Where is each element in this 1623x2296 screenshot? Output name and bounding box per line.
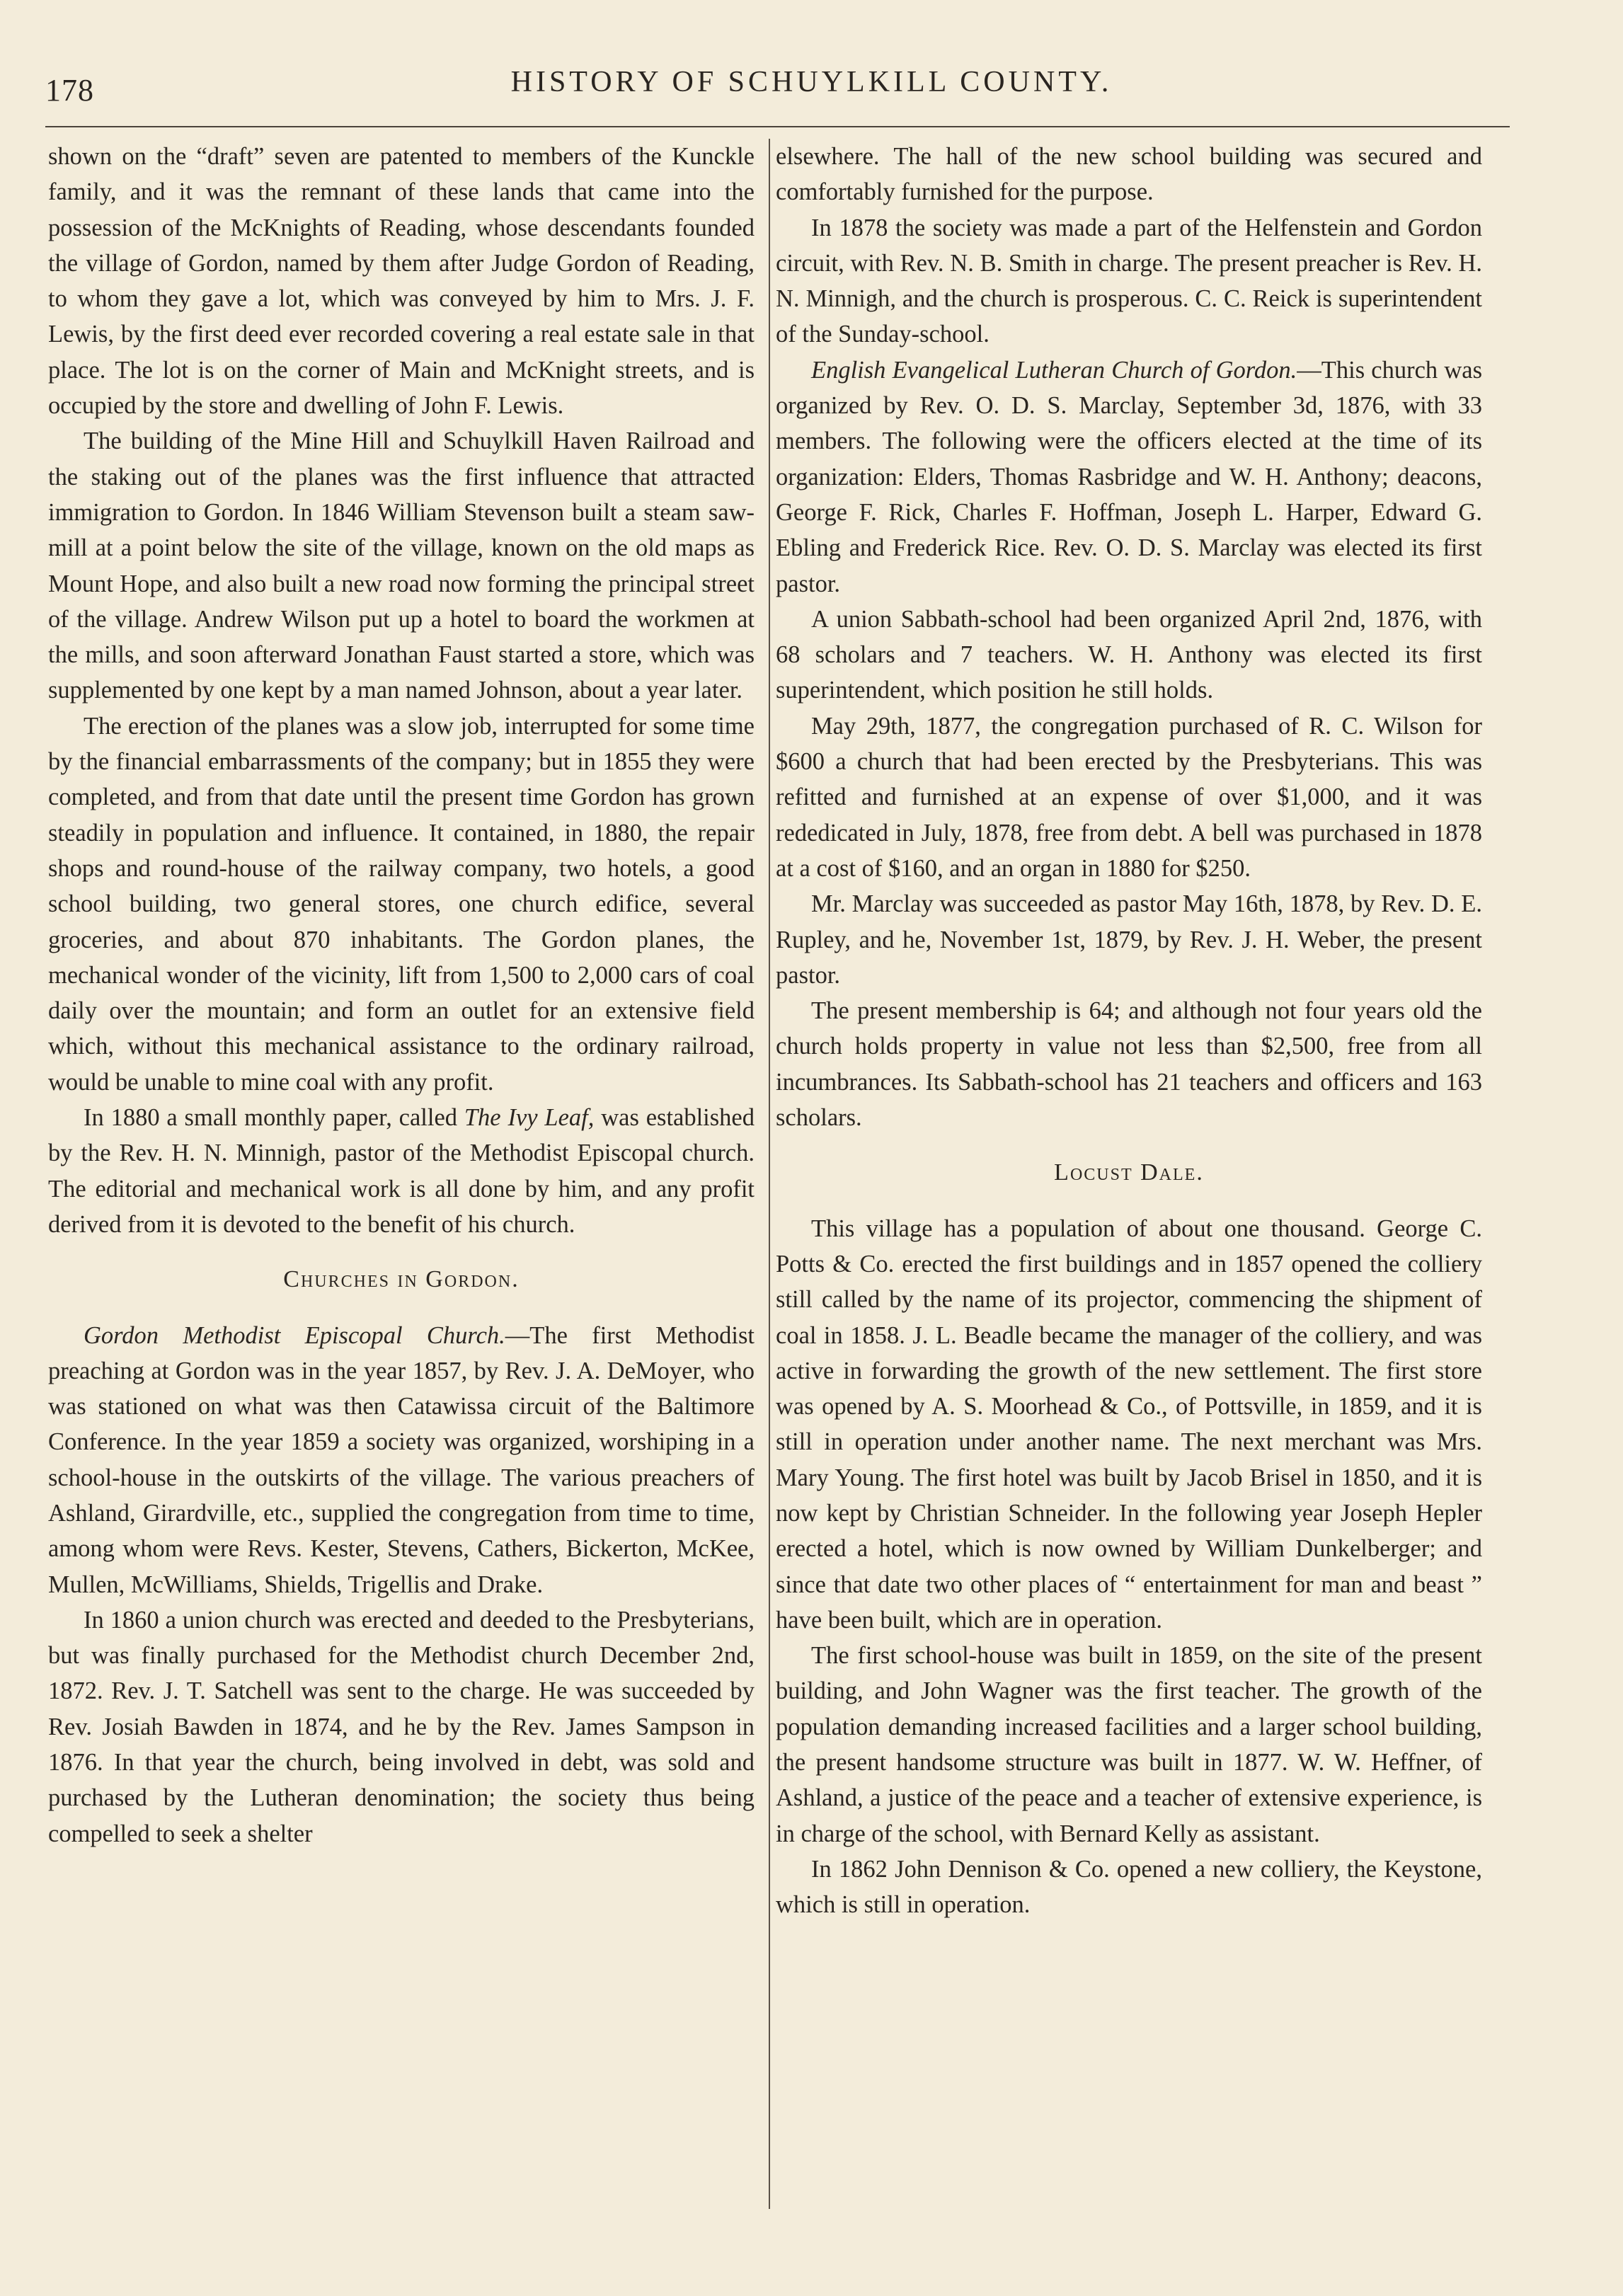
paragraph: In 1860 a union church was erected and deeded to the Presbyterians, but was finally purchased for the Methodist church December 2nd, 1872. Rev. J. T. Satchell was sent to the charge. He was succeeded by Rev. Josiah Bawden in 1874, and he by the Rev. James Sampson in 1876. In that year the church, being involved in debt, was sold and purchased by the Lutheran denomination; the society thus being compelled to seek a shelter — [48, 1606, 755, 1847]
paragraph: In 1862 John Dennison & Co. opened a new colliery, the Keystone, which is still in operation. — [776, 1855, 1482, 1919]
subsection-title: Gordon Methodist Episcopal Church. — [84, 1321, 505, 1349]
section-heading: Locust Dale. — [1054, 1159, 1204, 1186]
subsection-title: English Evangelical Lutheran Church of Gordon. — [811, 356, 1297, 384]
paragraph: The building of the Mine Hill and Schuylkill Haven Railroad and the staking out of the planes was the first influence that attracted immigration to Gordon. In 1846 William Stevenson built a steam saw-mill at a point below the site of the village, known on the old maps as Mount Hope, and also built a new road now forming the principal street of the village. Andrew Wilson put up a hotel to board the workmen at the mills, and soon afterward Jonathan Faust started a store, which was supplemented by one kept by a man named Johnson, about a year later. — [48, 427, 755, 704]
paragraph — [776, 352, 1482, 602]
section-heading: Churches in Gordon. — [283, 1266, 520, 1293]
newspaper-title: The Ivy Leaf, — [464, 1104, 595, 1132]
paragraph: In 1878 the society was made a part of the Helfenstein and Gordon circuit, with Rev. N. B. Smith in charge. The present preacher is Rev. H. N. Minnigh, and the church is prosperous. C. C. Reick is superintendent of the Sunday-school. — [776, 214, 1482, 348]
page-number: 178 — [45, 73, 94, 108]
paragraph: elsewhere. The hall of the new school building was secured and comfortably furnished for the purpose. — [776, 143, 1482, 206]
text-run: In 1880 a small monthly paper, called — [84, 1104, 464, 1132]
text-run: —This church was organized by Rev. O. D. S. Marclay, September 3d, 1876, with 33 members. The following were the officers elected at the time of its organization: Elders, Thomas Rasbridge and W. H. Anthony; deacons, George F. Rick, Charles F. Hoffman, Joseph L. Harper, Edward G. Ebling and Frederick Rice. Rev. O. D. S. Marclay was elected its first pastor. — [776, 356, 1482, 597]
header-rule — [45, 126, 1510, 127]
paragraph: The first school-house was built in 1859, on the site of the present building, and John Wagner was the first teacher. The growth of the population demanding increased facilities and a larger school building, the present handsome structure was built in 1877. W. W. Heffner, of Ashland, a justice of the peace and a teacher of extensive experience, is in charge of the school, with Bernard Kelly as assistant. — [776, 1642, 1482, 1847]
paragraph: The erection of the planes was a slow job, interrupted for some time by the financial embarrassments of the company; but in 1855 they were completed, and from that date until the present time Gordon has grown steadily in population and influence. It contained, in 1880, the repair shops and round-house of the railway company, two hotels, a good school building, two general stores, one church edifice, several groceries, and about 870 inhabitants. The Gordon planes, the mechanical wonder of the vicinity, lift from 1,500 to 2,000 cars of coal daily over the mountain; and form an outlet for an extensive field which, without this mechanical assistance to the ordinary railroad, would be unable to mine coal with any profit. — [48, 712, 755, 1096]
text-run: was established by the Rev. H. N. Minnigh, pastor of the Methodist Episcopal church. The editorial and mechanical work is all done by him, and any profit derived from it is devoted to the benefit of his church. — [48, 1104, 755, 1238]
paragraph: May 29th, 1877, the congregation purchased of R. C. Wilson for $600 a church that had been erected by the Presbyterians. This was refitted and furnished at an expense of over $1,000, and it was rededicated in July, 1878, free from debt. A bell was purchased in 1878 at a cost of $160, and an organ in 1880 for $250. — [776, 712, 1482, 882]
text-run: —The first Methodist preaching at Gordon was in the year 1857, by Rev. J. A. DeMoyer, who was stationed on what was then Catawissa circuit of the Baltimore Conference. In the year 1859 a society was organized, worshiping in a school-house in the outskirts of the village. The various preachers of Ashland, Girardville, etc., supplied the congregation from time to time, among whom were Revs. Kester, Stevens, Cathers, Bickerton, McKee, Mullen, McWilliams, Shields, Trigellis and Drake. — [48, 1321, 755, 1598]
paragraph: The present membership is 64; and although not four years old the church holds property in value not less than $2,500, free from all incumbrances. Its Sabbath-school has 21 teachers and officers and 163 scholars. — [776, 997, 1482, 1132]
paragraph: This village has a population of about one thousand. George C. Potts & Co. erected the first buildings and in 1857 opened the colliery still called by the name of its projector, commencing the shipment of coal in 1858. J. L. Beadle became the manager of the colliery, and was active in forwarding the growth of the new settlement. The first store was opened by A. S. Moorhead & Co., of Pottsville, in 1859, and it is still in operation under another name. The next merchant was Mrs. Mary Young. The first hotel was built by Jacob Brisel in 1850, and it is now kept by Christian Schneider. In the following year Joseph Hepler erected a hotel, which is now owned by William Dunkelberger; and since that date two other places of “ entertainment for man and beast ” have been built, which are in operation. — [776, 1215, 1482, 1634]
column-divider — [769, 139, 770, 2209]
paragraph: shown on the “draft” seven are patented to members of the Kunckle family, and it was the remnant of these lands that came into the possession of the McKnights of Reading, whose descendants founded the village of Gordon, named by them after Judge Gordon of Reading, to whom they gave a lot, which was conveyed by him to Mrs. J. F. Lewis, by the first deed ever recorded covering a real estate sale in that place. The lot is on the corner of Main and McKnight streets, and is occupied by the store and dwelling of John F. Lewis. — [48, 143, 755, 420]
running-head-title: HISTORY OF SCHUYLKILL COUNTY. — [510, 66, 1113, 98]
paragraph: Mr. Marclay was succeeded as pastor May 16th, 1878, by Rev. D. E. Rupley, and he, November 1st, 1879, by Rev. J. H. Weber, the present pastor. — [776, 890, 1482, 989]
paragraph — [48, 1318, 755, 1602]
right-column — [776, 139, 1482, 1923]
paragraph — [48, 1100, 755, 1242]
paragraph: A union Sabbath-school had been organized April 2nd, 1876, with 68 scholars and 7 teachers. W. H. Anthony was elected its first superintendent, which position he still holds. — [776, 605, 1482, 704]
left-column — [48, 139, 755, 1852]
